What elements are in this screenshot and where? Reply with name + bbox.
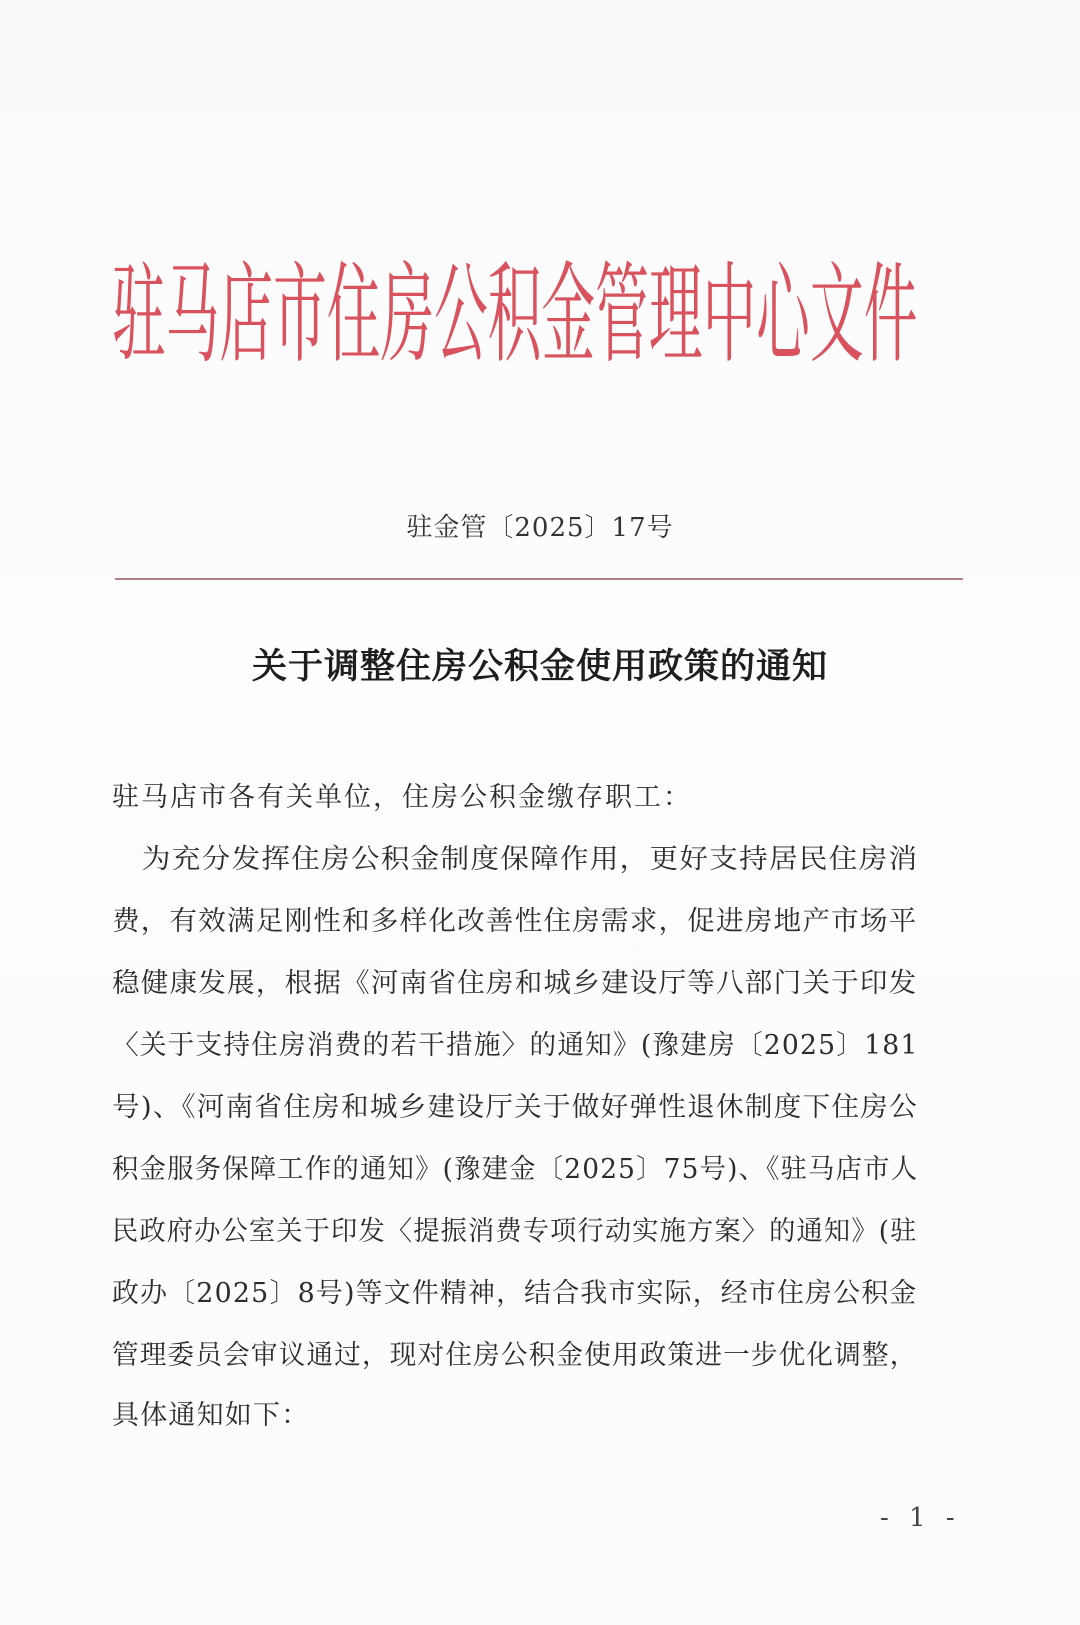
body-line: 稳健康发展，根据《河南省住房和城乡建设厅等八部门关于印发	[112, 968, 918, 999]
document-header-title: 驻马店市住房公积金管理中心文件	[112, 250, 918, 378]
header-divider-line	[115, 578, 963, 580]
notice-title: 关于调整住房公积金使用政策的通知	[251, 646, 828, 687]
body-line: 具体通知如下：	[112, 1400, 310, 1431]
body-line: 费，有效满足刚性和多样化改善性住房需求，促进房地产市场平	[112, 906, 918, 937]
body-line: 为充分发挥住房公积金制度保障作用，更好支持居民住房消	[112, 844, 919, 875]
page-number: - 1 -	[880, 1503, 961, 1533]
body-line: 管理委员会审议通过，现对住房公积金使用政策进一步优化调整，	[112, 1340, 918, 1371]
body-line: 〈关于支持住房消费的若干措施〉的通知》(豫建房〔2025〕181	[112, 1030, 919, 1061]
salutation: 驻马店市各有关单位，住房公积金缴存职工：	[112, 782, 692, 813]
body-line: 民政府办公室关于印发〈提振消费专项行动实施方案〉的通知》(驻	[112, 1216, 918, 1247]
body-line: 号)、《河南省住房和城乡建设厅关于做好弹性退休制度下住房公	[112, 1092, 918, 1123]
body-line: 政办〔2025〕8号)等文件精神，结合我市实际，经市住房公积金	[112, 1278, 918, 1309]
body-line: 积金服务保障工作的通知》(豫建金〔2025〕75号)、《驻马店市人	[112, 1154, 919, 1185]
document-number: 驻金管〔2025〕17号	[406, 513, 674, 543]
